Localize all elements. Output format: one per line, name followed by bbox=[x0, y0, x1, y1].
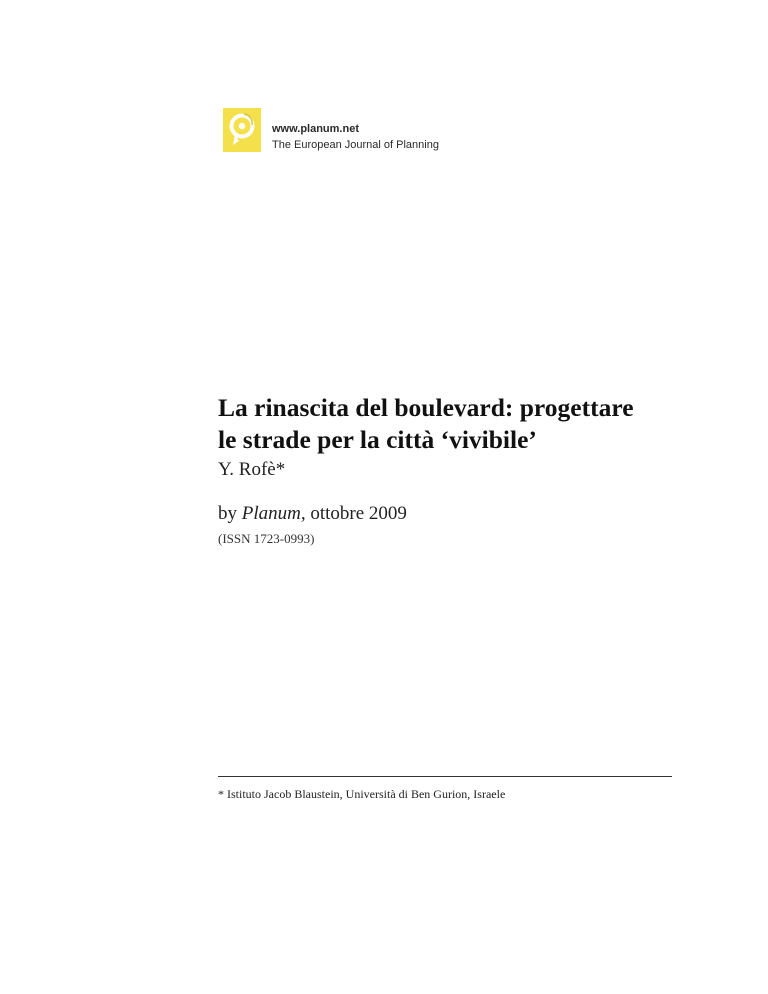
author-name: Y. Rofè* bbox=[218, 459, 286, 480]
title-line-1: La rinascita del boulevard: progettare bbox=[218, 393, 634, 422]
site-tagline: The European Journal of Planning bbox=[272, 139, 439, 151]
publisher-name: Planum, bbox=[241, 503, 306, 524]
publication-date: ottobre 2009 bbox=[305, 503, 407, 524]
site-url[interactable]: www.planum.net bbox=[272, 123, 359, 135]
author-affiliation-footnote: * Istituto Jacob Blaustein, Università di Ben Gurion, Israele bbox=[218, 787, 506, 801]
title-line-2: le strade per la città ‘vivibile’ bbox=[218, 425, 537, 454]
issn-label: (ISSN 1723-0993) bbox=[218, 531, 315, 546]
publisher-prefix: by bbox=[218, 503, 242, 524]
footnote-divider bbox=[218, 776, 672, 777]
article-title bbox=[218, 392, 718, 456]
planum-logo-icon bbox=[223, 108, 261, 152]
publication-line bbox=[218, 503, 407, 525]
